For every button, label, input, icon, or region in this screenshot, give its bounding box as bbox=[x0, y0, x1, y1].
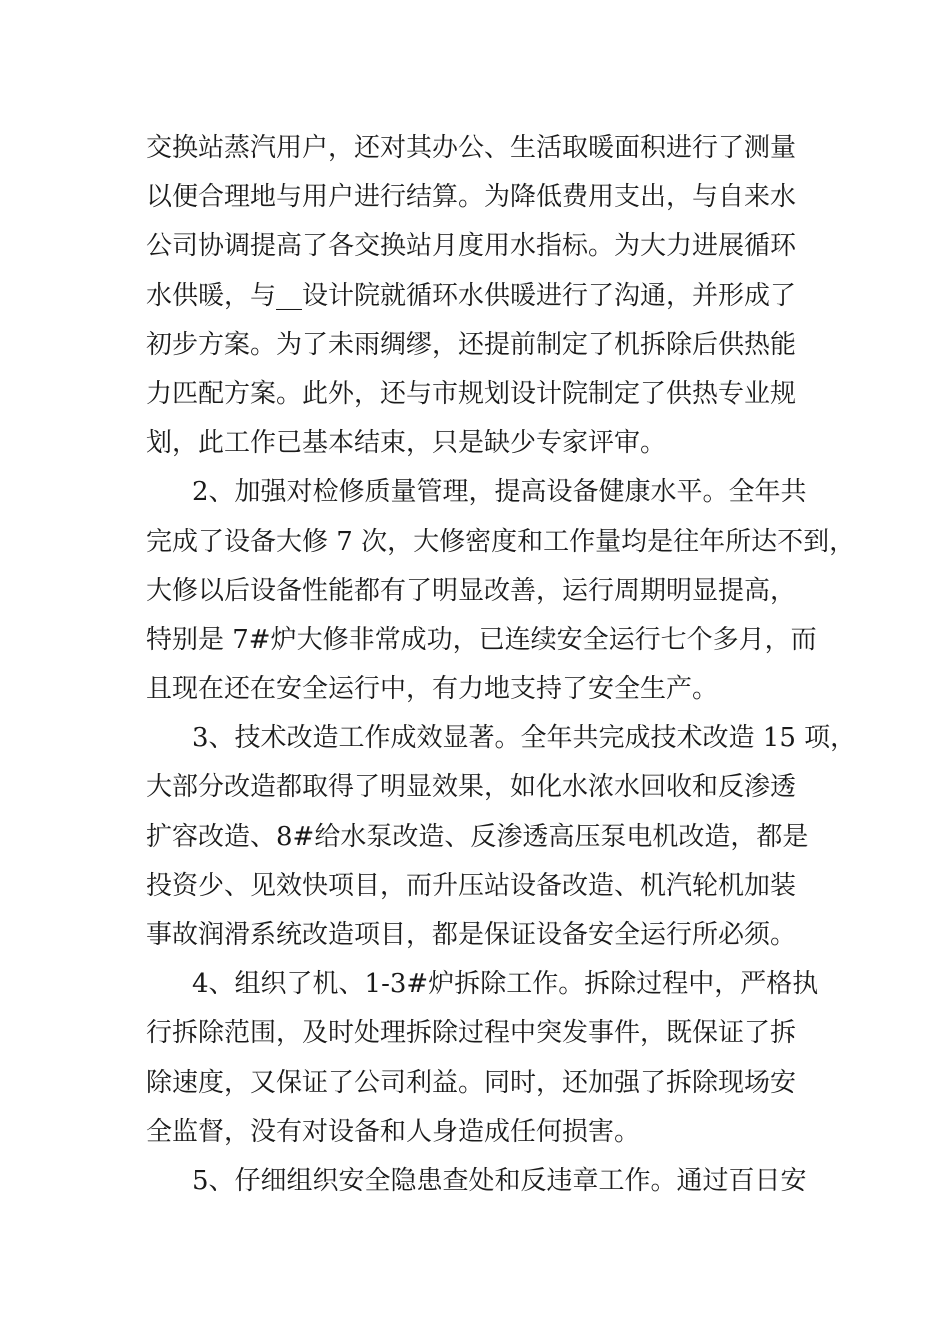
text-line: 行拆除范围，及时处理拆除过程中突发事件，既保证了拆 bbox=[146, 1018, 797, 1049]
text-line: 交换站蒸汽用户，还对其办公、生活取暖面积进行了测量 bbox=[146, 133, 797, 163]
paragraph-first-line: 4、组织了机、1-3#炉拆除工作。拆除过程中，严格执 bbox=[192, 969, 819, 1000]
text-line: 初步方案。为了未雨绸缪，还提前制定了机拆除后供热能 bbox=[146, 329, 797, 360]
text-line: 大部分改造都取得了明显效果，如化水浓水回收和反渗透 bbox=[146, 772, 797, 803]
paragraph-first-line: 5、仔细组织安全隐患查处和反违章工作。通过百日安 bbox=[192, 1165, 807, 1196]
text-line: 除速度，又保证了公司利益。同时，还加强了拆除现场安 bbox=[146, 1067, 797, 1098]
text-line: 力匹配方案。此外，还与市规划设计院制定了供热专业规 bbox=[146, 378, 797, 409]
text-line: 公司协调提高了各交换站月度用水指标。为大力进展循环 bbox=[146, 231, 797, 262]
text-line: 完成了设备大修 7 次，大修密度和工作量均是往年所达不到， bbox=[146, 526, 856, 557]
text-line: 事故润滑系统改造项目，都是保证设备安全运行所必须。 bbox=[146, 920, 797, 950]
text-line: 以便合理地与用户进行结算。为降低费用支出，与自来水 bbox=[146, 182, 797, 213]
paragraph-first-line: 3、技术改造工作成效显著。全年共完成技术改造 15 项， bbox=[192, 723, 857, 754]
paragraph-first-line: 2、加强对检修质量管理，提高设备健康水平。全年共 bbox=[192, 477, 807, 508]
text-line: 投资少、见效快项目，而升压站设备改造、机汽轮机加装 bbox=[146, 870, 797, 901]
text-line: 且现在还在安全运行中，有力地支持了安全生产。 bbox=[146, 674, 719, 705]
document-body bbox=[146, 124, 857, 1206]
text-line: 扩容改造、8#给水泵改造、反渗透高压泵电机改造，都是 bbox=[146, 821, 809, 852]
text-line: 全监督，没有对设备和人身造成任何损害。 bbox=[146, 1116, 641, 1147]
text-line: 划，此工作已基本结束，只是缺少专家评审。 bbox=[146, 428, 667, 459]
text-line: 特别是 7#炉大修非常成功，已连续安全运行七个多月，而 bbox=[146, 624, 817, 655]
text-line: 水供暖，与__设计院就循环水供暖进行了沟通，并形成了 bbox=[146, 280, 797, 311]
text-line: 大修以后设备性能都有了明显改善，运行周期明显提高， bbox=[146, 575, 797, 606]
